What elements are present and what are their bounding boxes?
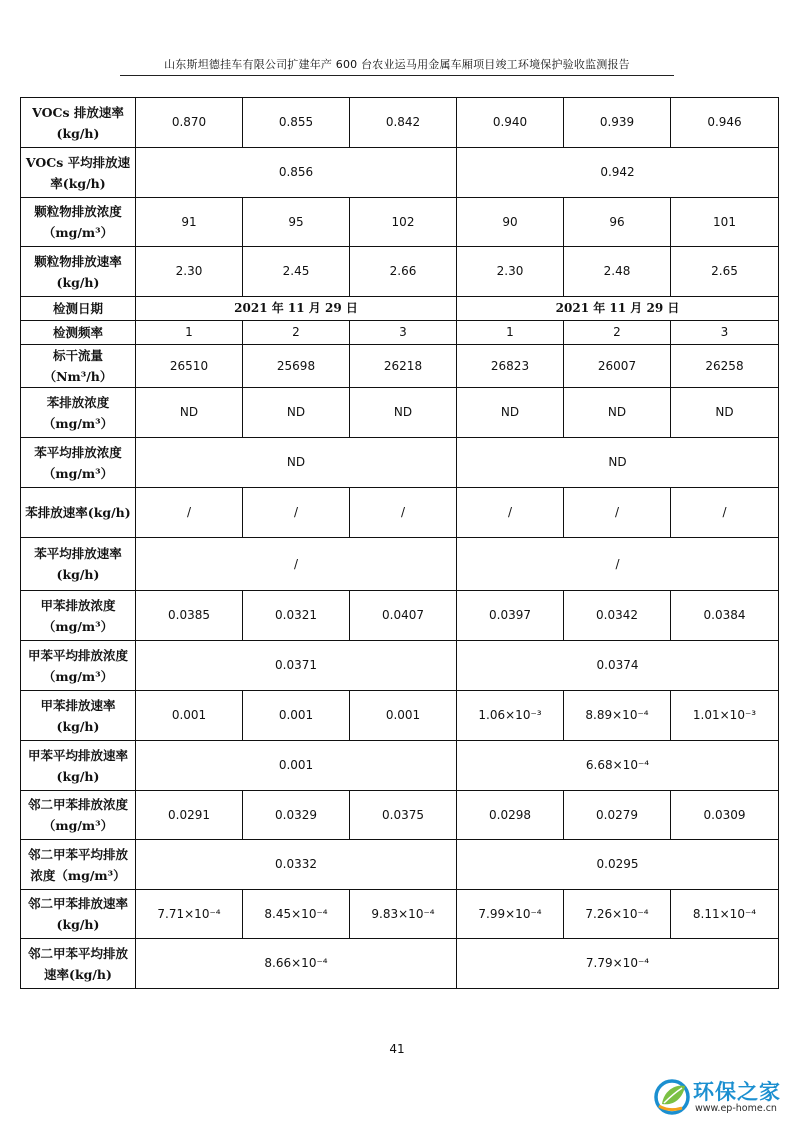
cell: 0.0279 xyxy=(564,791,671,840)
watermark-title: 环保之家 xyxy=(693,1080,781,1104)
row-label: 苯排放浓度（mg/m³） xyxy=(21,388,136,438)
cell: 0.940 xyxy=(457,98,564,148)
cell: 90 xyxy=(457,198,564,247)
row-vocs-rate xyxy=(21,98,779,148)
cell-merged: 0.0371 xyxy=(136,641,457,691)
cell: 0.0291 xyxy=(136,791,243,840)
cell: 102 xyxy=(350,198,457,247)
cell: 26823 xyxy=(457,345,564,388)
row-label: 甲苯平均排放浓度（mg/m³） xyxy=(21,641,136,691)
cell: ND xyxy=(350,388,457,438)
row-label: 邻二甲苯平均排放速率(kg/h) xyxy=(21,939,136,989)
cell-merged: ND xyxy=(136,438,457,488)
row-toluene-conc xyxy=(21,591,779,641)
cell-merged: 2021 年 11 月 29 日 xyxy=(136,297,457,321)
row-benzene-avg-rate xyxy=(21,538,779,591)
cell: / xyxy=(671,488,779,538)
row-pm-conc xyxy=(21,198,779,247)
cell: ND xyxy=(671,388,779,438)
page-number: 41 xyxy=(389,1042,405,1056)
cell: 0.0384 xyxy=(671,591,779,641)
cell: / xyxy=(243,488,350,538)
row-label: 颗粒物排放速率(kg/h) xyxy=(21,247,136,297)
monitoring-data-table xyxy=(20,97,779,989)
cell: 3 xyxy=(671,321,779,345)
row-label: 苯平均排放速率(kg/h) xyxy=(21,538,136,591)
cell: 2.66 xyxy=(350,247,457,297)
row-oxylene-avg-rate xyxy=(21,939,779,989)
row-label: 标干流量（Nm³/h） xyxy=(21,345,136,388)
row-oxylene-rate xyxy=(21,890,779,939)
cell: 8.11×10⁻⁴ xyxy=(671,890,779,939)
row-frequency xyxy=(21,321,779,345)
cell: 3 xyxy=(350,321,457,345)
row-vocs-avg-rate xyxy=(21,148,779,198)
leaf-logo-icon xyxy=(652,1076,692,1116)
row-label: 颗粒物排放浓度（mg/m³） xyxy=(21,198,136,247)
cell: 0.001 xyxy=(136,691,243,741)
row-label: 检测频率 xyxy=(21,321,136,345)
cell: 7.71×10⁻⁴ xyxy=(136,890,243,939)
cell-merged: 0.942 xyxy=(457,148,779,198)
cell: 0.0298 xyxy=(457,791,564,840)
cell: 1 xyxy=(457,321,564,345)
cell: 0.0397 xyxy=(457,591,564,641)
cell: 25698 xyxy=(243,345,350,388)
cell-merged: 2021 年 11 月 29 日 xyxy=(457,297,779,321)
row-label: 检测日期 xyxy=(21,297,136,321)
cell-merged: 6.68×10⁻⁴ xyxy=(457,741,779,791)
cell-merged: 7.79×10⁻⁴ xyxy=(457,939,779,989)
cell: 0.0329 xyxy=(243,791,350,840)
cell: 0.946 xyxy=(671,98,779,148)
row-label: 邻二甲苯排放速率(kg/h) xyxy=(21,890,136,939)
row-label: 苯平均排放浓度（mg/m³） xyxy=(21,438,136,488)
cell: / xyxy=(457,488,564,538)
cell: 95 xyxy=(243,198,350,247)
row-benzene-rate xyxy=(21,488,779,538)
cell: ND xyxy=(136,388,243,438)
row-label: VOCs 排放速率(kg/h) xyxy=(21,98,136,148)
cell: ND xyxy=(457,388,564,438)
cell: 26218 xyxy=(350,345,457,388)
cell: 0.0385 xyxy=(136,591,243,641)
row-oxylene-conc xyxy=(21,791,779,840)
row-label: VOCs 平均排放速率(kg/h) xyxy=(21,148,136,198)
row-benzene-avg-conc xyxy=(21,438,779,488)
cell: 2.30 xyxy=(457,247,564,297)
cell: 0.0309 xyxy=(671,791,779,840)
cell: 1.06×10⁻³ xyxy=(457,691,564,741)
cell: 0.842 xyxy=(350,98,457,148)
watermark-logo[interactable] xyxy=(652,1076,792,1120)
cell-merged: / xyxy=(136,538,457,591)
cell: 2.48 xyxy=(564,247,671,297)
cell: 26510 xyxy=(136,345,243,388)
cell: 2.65 xyxy=(671,247,779,297)
row-oxylene-avg-conc xyxy=(21,840,779,890)
row-pm-rate xyxy=(21,247,779,297)
cell-merged: 8.66×10⁻⁴ xyxy=(136,939,457,989)
cell: 9.83×10⁻⁴ xyxy=(350,890,457,939)
row-label: 邻二甲苯平均排放浓度（mg/m³） xyxy=(21,840,136,890)
cell: 96 xyxy=(564,198,671,247)
row-label: 苯排放速率(kg/h) xyxy=(21,488,136,538)
row-toluene-rate xyxy=(21,691,779,741)
cell-merged: 0.0295 xyxy=(457,840,779,890)
cell-merged: 0.0332 xyxy=(136,840,457,890)
row-toluene-avg-rate xyxy=(21,741,779,791)
cell-merged: 0.001 xyxy=(136,741,457,791)
cell: 1.01×10⁻³ xyxy=(671,691,779,741)
cell-merged: 0.856 xyxy=(136,148,457,198)
cell: 7.26×10⁻⁴ xyxy=(564,890,671,939)
row-label: 甲苯平均排放速率(kg/h) xyxy=(21,741,136,791)
cell-merged: 0.0374 xyxy=(457,641,779,691)
cell: 91 xyxy=(136,198,243,247)
cell: 7.99×10⁻⁴ xyxy=(457,890,564,939)
cell: 8.89×10⁻⁴ xyxy=(564,691,671,741)
cell: 1 xyxy=(136,321,243,345)
cell: 0.001 xyxy=(350,691,457,741)
cell: ND xyxy=(564,388,671,438)
cell: 2.45 xyxy=(243,247,350,297)
row-label: 甲苯排放速率(kg/h) xyxy=(21,691,136,741)
cell: / xyxy=(564,488,671,538)
cell: 0.870 xyxy=(136,98,243,148)
cell: 0.0375 xyxy=(350,791,457,840)
cell: 0.855 xyxy=(243,98,350,148)
row-label: 甲苯排放浓度（mg/m³） xyxy=(21,591,136,641)
cell: ND xyxy=(243,388,350,438)
cell-merged: ND xyxy=(457,438,779,488)
row-label: 邻二甲苯排放浓度（mg/m³） xyxy=(21,791,136,840)
cell: 0.0407 xyxy=(350,591,457,641)
cell: 0.0342 xyxy=(564,591,671,641)
row-benzene-conc xyxy=(21,388,779,438)
cell: 101 xyxy=(671,198,779,247)
cell: 2 xyxy=(564,321,671,345)
cell: 26258 xyxy=(671,345,779,388)
watermark-url: www.ep-home.cn xyxy=(695,1103,777,1114)
cell: 2.30 xyxy=(136,247,243,297)
cell: 0.001 xyxy=(243,691,350,741)
cell: 2 xyxy=(243,321,350,345)
cell: / xyxy=(350,488,457,538)
cell: 0.0321 xyxy=(243,591,350,641)
cell: / xyxy=(136,488,243,538)
cell-merged: / xyxy=(457,538,779,591)
row-flow xyxy=(21,345,779,388)
row-date xyxy=(21,297,779,321)
row-toluene-avg-conc xyxy=(21,641,779,691)
cell: 8.45×10⁻⁴ xyxy=(243,890,350,939)
cell: 0.939 xyxy=(564,98,671,148)
cell: 26007 xyxy=(564,345,671,388)
report-header: 山东斯坦德挂车有限公司扩建年产 600 台农业运马用金属车厢项目竣工环境保护验收监测报告 xyxy=(120,56,674,76)
